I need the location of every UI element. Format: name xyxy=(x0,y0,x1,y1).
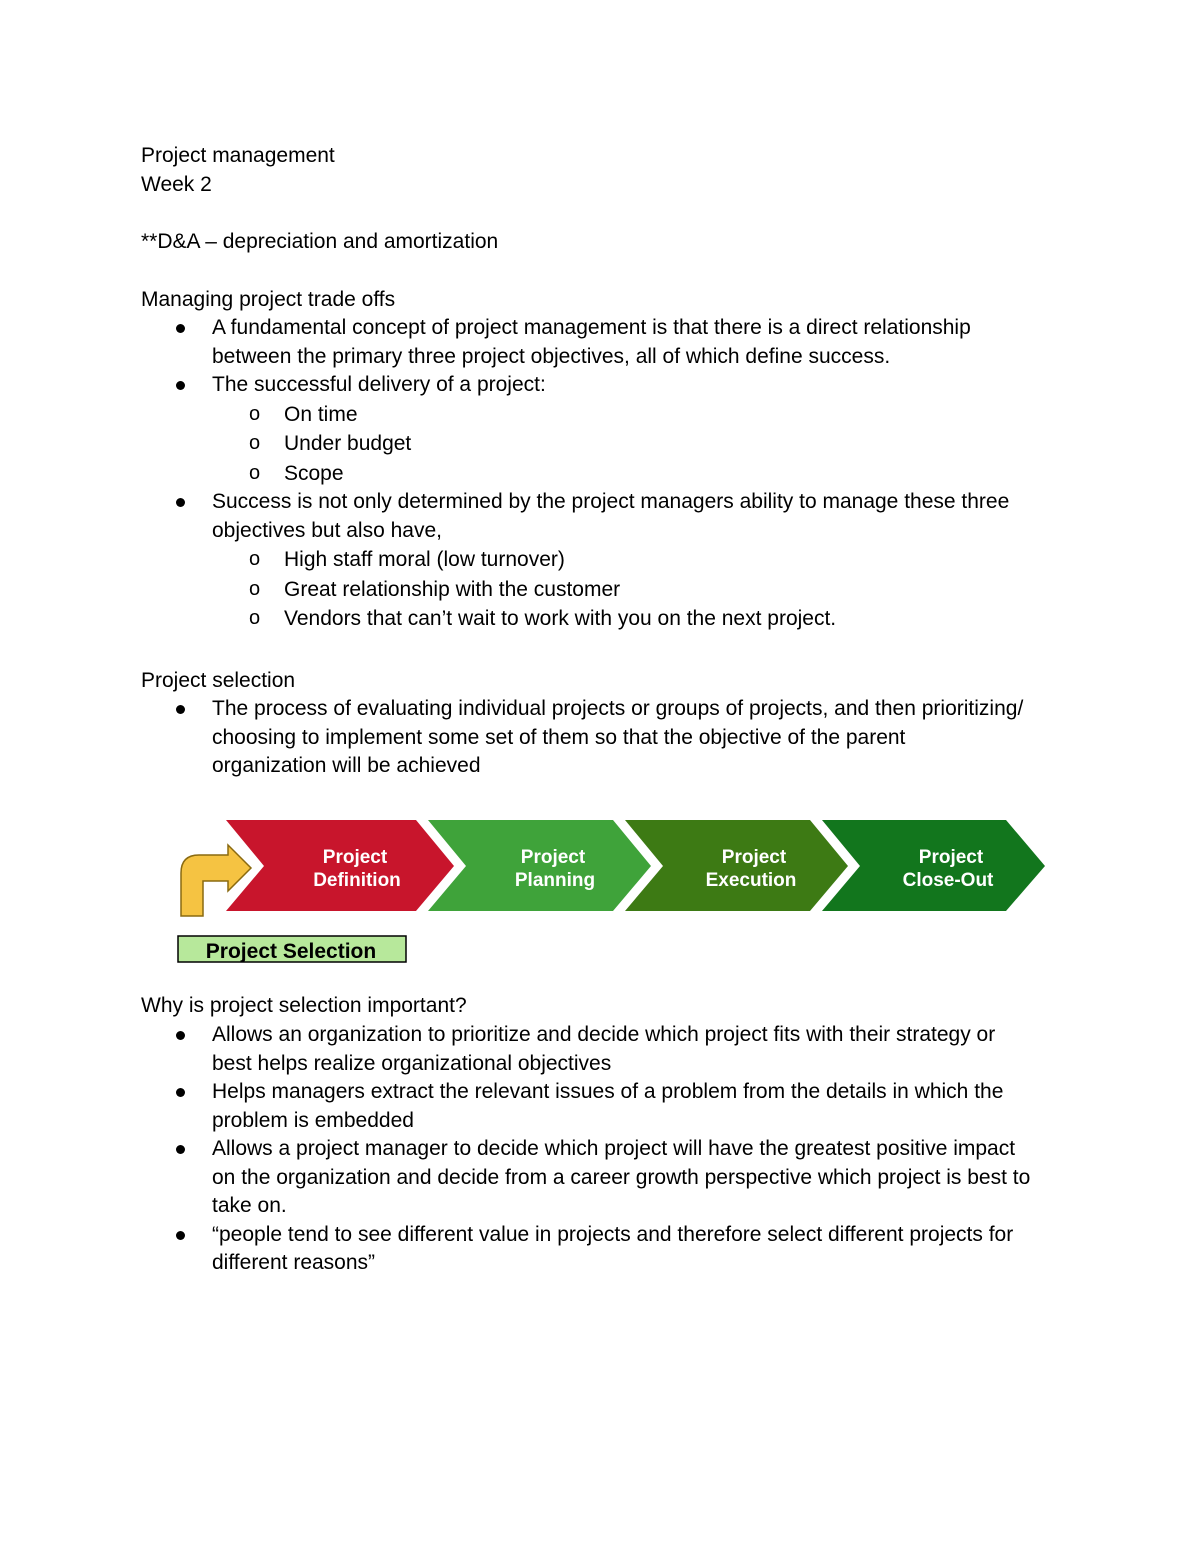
sublist-item: o On time xyxy=(212,400,1071,430)
stage-label: Project xyxy=(520,847,586,868)
importance-bullet-1 xyxy=(141,1021,1071,1078)
doc-week: Week 2 xyxy=(141,173,212,196)
stage-label: Project xyxy=(322,847,388,868)
delivery-sublist xyxy=(212,400,1071,489)
tradeoffs-bullet-1-line-1: A fundamental concept of project management is that there is a direct relationship xyxy=(212,316,971,339)
importance-bullet-1-line-1: Allows an organization to prioritize and decide which project fits with their strategy or xyxy=(212,1023,996,1046)
doc-title: Project management xyxy=(141,144,335,167)
importance-list xyxy=(141,1021,1071,1278)
importance-bullet-4 xyxy=(141,1221,1071,1278)
selection-list xyxy=(141,695,1071,781)
selection-bullet-1-line-3: organization will be achieved xyxy=(212,754,481,777)
extra-sublist xyxy=(212,545,1071,634)
lifecycle-svg xyxy=(176,808,1049,966)
importance-bullet-3 xyxy=(141,1135,1071,1221)
sublist-item: o Vendors that can’t wait to work with you on the next project. xyxy=(212,604,1071,634)
importance-bullet-4-line-2: different reasons” xyxy=(212,1251,376,1274)
stage-label: Execution xyxy=(705,870,797,891)
tradeoffs-bullet-2 xyxy=(141,371,1071,488)
stage-label: Project xyxy=(918,847,984,868)
importance-bullet-3-line-2: on the organization and decide from a career growth perspective which project is best to xyxy=(212,1165,1031,1189)
importance-bullet-2-line-2: problem is embedded xyxy=(212,1108,414,1132)
project-lifecycle-diagram xyxy=(176,808,1049,966)
importance-bullet-2-line-1: Helps managers extract the relevant issues of a problem from the details in which the xyxy=(212,1080,1004,1103)
stage-label: Project xyxy=(721,847,787,868)
tradeoffs-bullet-1 xyxy=(141,314,1071,371)
importance-bullet-1-line-2: best helps realize organizational objectives xyxy=(212,1051,612,1075)
selection-bullet-1-line-2: choosing to implement some set of them so that the objective of the parent xyxy=(212,725,906,749)
importance-bullet-3-line-1: Allows a project manager to decide which project will have the greatest positive impact xyxy=(212,1137,1016,1160)
sublist-item: o Under budget xyxy=(212,429,1071,459)
importance-bullet-2 xyxy=(141,1078,1071,1135)
tradeoffs-bullet-3-line-1: Success is not only determined by the project managers ability to manage these three xyxy=(212,490,1010,513)
selection-heading: Project selection xyxy=(141,669,296,692)
project-selection-label: Project Selection xyxy=(205,940,377,963)
selection-bullet-1 xyxy=(141,695,1071,781)
stage-label: Definition xyxy=(313,870,401,891)
importance-heading: Why is project selection important? xyxy=(141,994,467,1017)
sublist-item: o Scope xyxy=(212,459,1071,489)
importance-bullet-4-line-1: “people tend to see different value in projects and therefore select different projects for xyxy=(212,1222,1014,1246)
sublist-item: o High staff moral (low turnover) xyxy=(212,545,1071,575)
tradeoffs-heading: Managing project trade offs xyxy=(141,288,396,311)
tradeoffs-bullet-3 xyxy=(141,488,1071,634)
da-note: **D&A – depreciation and amortization xyxy=(141,230,499,253)
tradeoffs-bullet-1-line-2: between the primary three project objectives, all of which define success. xyxy=(212,344,891,368)
tradeoffs-list xyxy=(141,314,1071,634)
tradeoffs-bullet-2-text: The successful delivery of a project: xyxy=(212,373,546,396)
tradeoffs-bullet-3-line-2: objectives but also have, xyxy=(212,518,442,542)
stage-label: Close-Out xyxy=(902,870,994,891)
stage-label: Planning xyxy=(514,870,596,891)
selection-bullet-1-line-1: The process of evaluating individual projects or groups of projects, and then prioritizing/ xyxy=(212,697,1024,720)
importance-bullet-3-line-3: take on. xyxy=(212,1194,287,1217)
sublist-item: o Great relationship with the customer xyxy=(212,575,1071,605)
